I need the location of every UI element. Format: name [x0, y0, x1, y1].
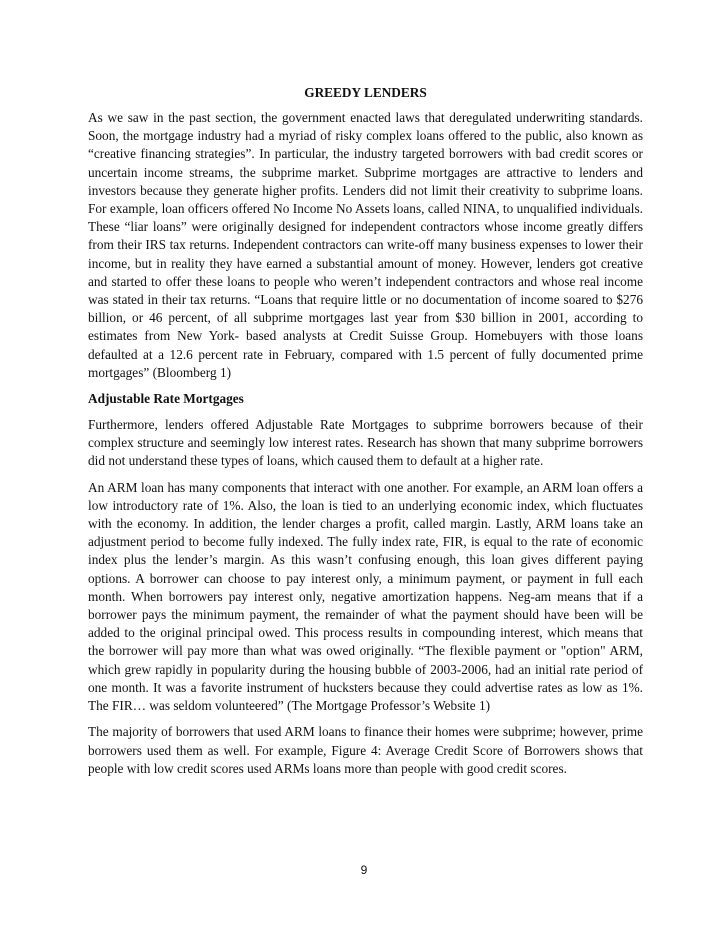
page-number: 9 [360, 863, 368, 877]
paragraph-arm-components: An ARM loan has many components that interact with one another. For example, an ARM loan offers a low introductory rate of 1%. Also, the loan is tied to an underlying economic index, which fluctuates with the economy. In addition, the lender charges a profit, called margin. Lastly, ARM loans take an adjustment period to become fully indexed. The fully index rate, FIR, is equal to the rate of economic index plus the lender’s margin. As this wasn’t confusing enough, this loan gives different paying options. A borrower can choose to pay interest only, a minimum payment, or payment in full each month. When borrowers pay interest only, negative amortization happens. Neg-am means that if a borrower pays the minimum payment, the remainder of what the payment should have been will be added to the original principal owed. This process results in compounding interest, which means that the borrower will pay more than what was owed originally. “The flexible payment or "option" ARM, which grew rapidly in popularity during the housing bubble of 2003-2006, had an initial rate period of one month. It was a favorite instrument of hucksters because they could advertise rates as low as 1%. The FIR… was seldom volunteered” (The Mortgage Professor’s Website 1) [88, 479, 643, 714]
document-page [88, 84, 643, 786]
paragraph-arm-intro: Furthermore, lenders offered Adjustable Rate Mortgages to subprime borrowers because of their complex structure and seemingly low interest rates. Research has shown that many subprime borrowers did not understand these types of loans, which caused them to default at a higher rate. [88, 417, 643, 469]
paragraph-arm-borrowers: The majority of borrowers that used ARM loans to finance their homes were subprime; however, prime borrowers used them as well. For example, Figure 4: Average Credit Score of Borrowers shows that people with low credit scores used ARMs loans more than people with good credit scores. [88, 724, 643, 776]
paragraph-nina-loans: As we saw in the past section, the government enacted laws that deregulated underwriting standards. Soon, the mortgage industry had a myriad of risky complex loans offered to the public, also known as “creative financing strategies”. In particular, the industry targeted borrowers with bad credit scores or uncertain income streams, the subprime market. Subprime mortgages are attractive to lenders and investors because they generate higher profits. Lenders did not limit their creativity to subprime loans. For example, loan officers offered No Income No Assets loans, called NINA, to unqualified individuals. These “liar loans” were originally designed for independent contractors whose income greatly differs from their IRS tax returns. Independent contractors can write-off many business expenses to lower their income, but in reality they have earned a substantial amount of money. However, lenders got creative and started to offer these loans to people who weren’t independent contractors and whose real income was stated in their tax returns. “Loans that require little or no documentation of income soared to $276 billion, or 46 percent, of all subprime mortgages last year from $30 billion in 2001, according to estimates from New York- based analysts at Credit Suisse Group. Homebuyers with those loans defaulted at a 12.6 percent rate in February, compared with 1.5 percent of fully documented prime mortgages” (Bloomberg 1) [88, 110, 643, 380]
subheading-adjustable-rate-mortgages: Adjustable Rate Mortgages [88, 391, 244, 407]
section-title: GREEDY LENDERS [304, 85, 427, 100]
